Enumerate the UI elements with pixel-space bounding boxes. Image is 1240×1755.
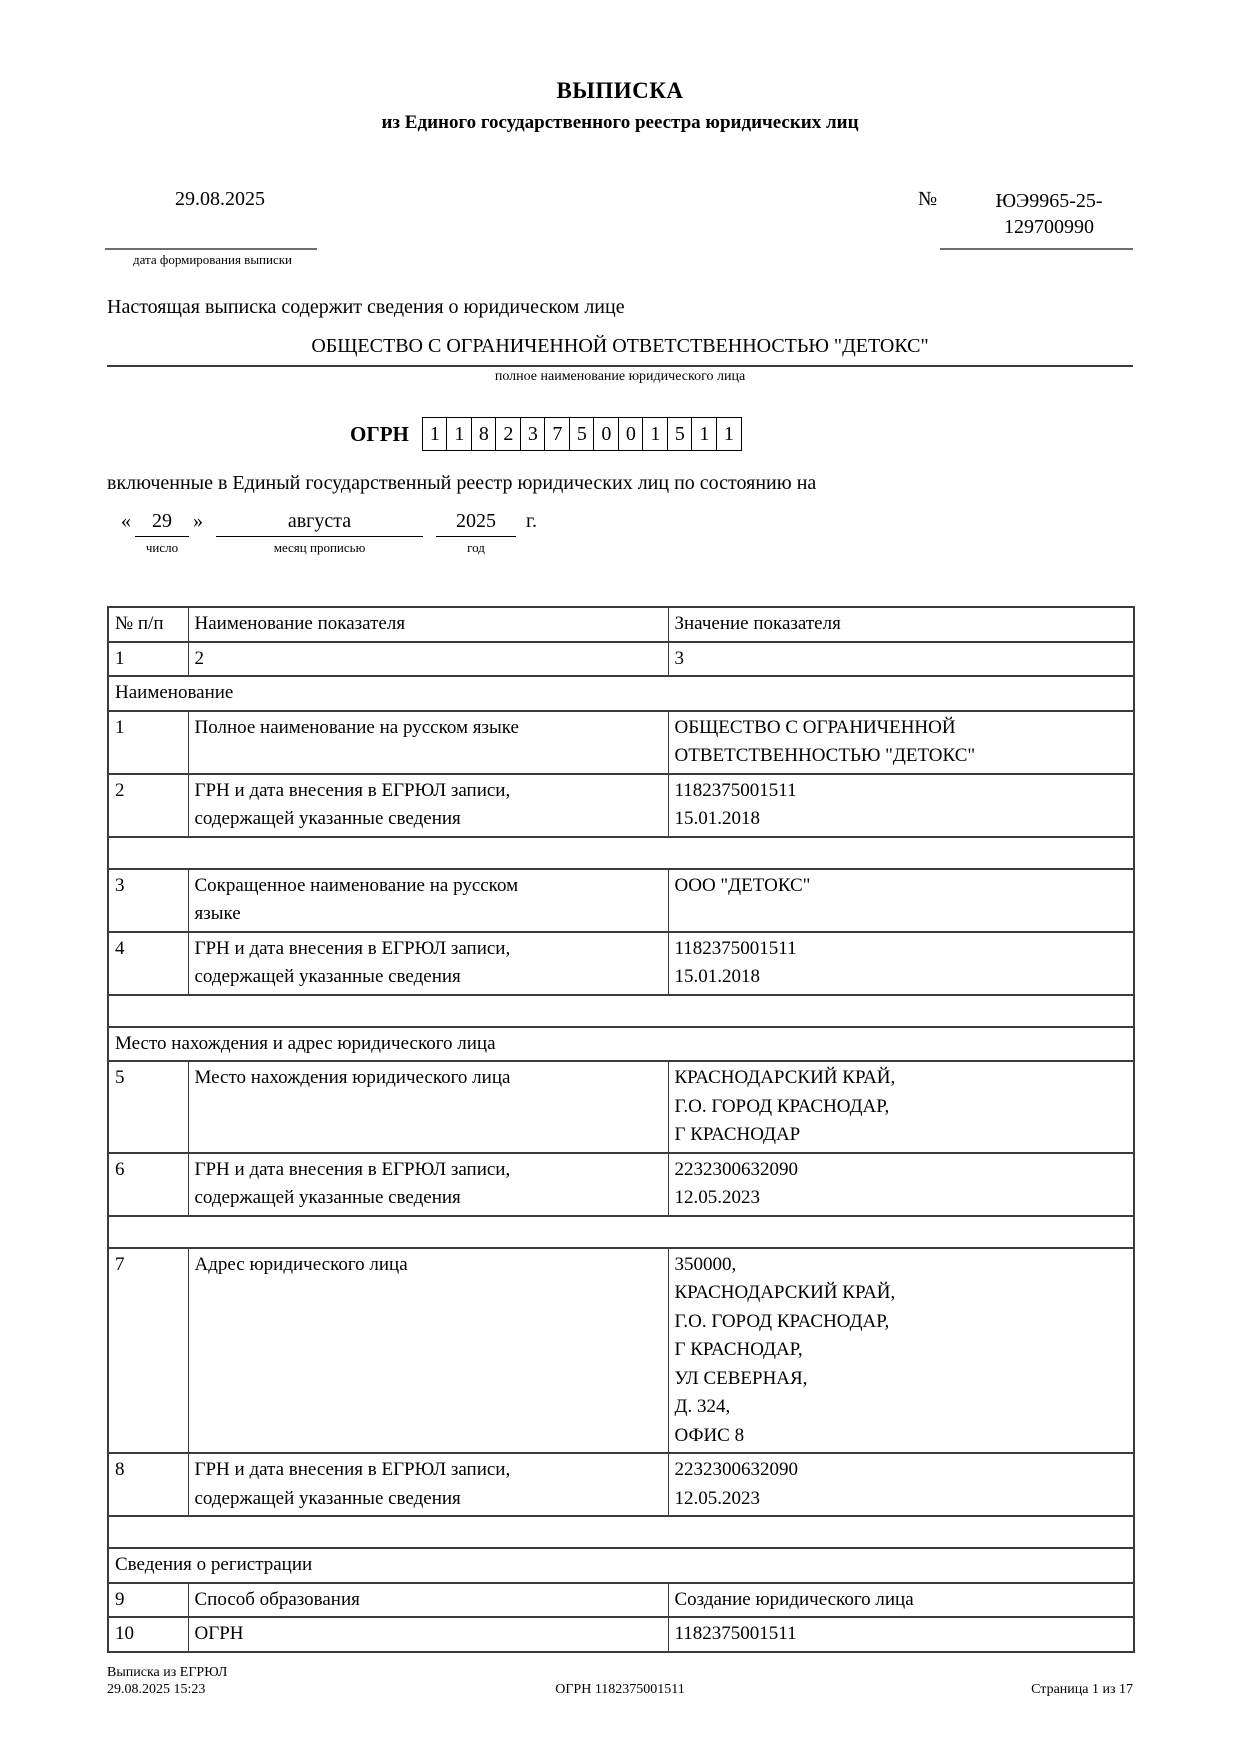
indicator-name-cell <box>188 1248 668 1454</box>
header-cell-value: Значение показателя <box>668 607 1134 642</box>
column-number-3: 3 <box>668 642 1134 677</box>
document-number-sign: № <box>918 188 938 210</box>
formation-date: 29.08.2025 <box>175 188 265 210</box>
ogrn-digit-cell: 1 <box>691 417 717 451</box>
table-section-row <box>108 1548 1134 1583</box>
text-line: содержащей указанные сведения <box>194 808 461 829</box>
table-spacer-row <box>108 995 1134 1027</box>
text-line: УЛ СЕВЕРНАЯ, <box>674 1367 808 1389</box>
text-line: Создание юридического лица <box>674 1588 914 1610</box>
ogrn-digit-cell: 1 <box>422 417 448 451</box>
text-line: ОБЩЕСТВО С ОГРАНИЧЕННОЙ <box>674 716 956 738</box>
text-line: Г КРАСНОДАР, <box>674 1339 803 1360</box>
indicator-value-cell <box>668 1248 1134 1454</box>
document-number <box>965 188 1133 240</box>
table-row <box>108 1061 1134 1153</box>
header-cell-number: № п/п <box>108 607 188 642</box>
table-row <box>108 711 1134 774</box>
ogrn-digit-cell: 8 <box>471 417 497 451</box>
text-line: 2232300632090 <box>674 1158 798 1180</box>
formation-date-underline <box>105 248 317 250</box>
ogrn-digit-cell: 1 <box>716 417 742 451</box>
year-field <box>436 508 516 556</box>
table-spacer-row <box>108 1516 1134 1548</box>
row-number-cell: 1 <box>108 711 188 774</box>
indicator-value-cell <box>668 1617 1134 1652</box>
table-header-row <box>108 607 1134 642</box>
text-line: языке <box>194 903 241 924</box>
text-line: Адрес юридического лица <box>194 1253 408 1275</box>
text-line: 1182375001511 <box>674 779 797 801</box>
text-line: Полное наименование на русском языке <box>194 716 519 738</box>
text-line: содержащей указанные сведения <box>194 1487 461 1509</box>
row-number-cell: 2 <box>108 774 188 837</box>
footer-ogrn: ОГРН 1182375001511 <box>555 1682 685 1697</box>
indicator-name-cell <box>188 711 668 774</box>
text-line: 12.05.2023 <box>674 1487 760 1509</box>
text-line: КРАСНОДАРСКИЙ КРАЙ, <box>674 1282 896 1303</box>
ogrn-digit-cell: 2 <box>495 417 521 451</box>
table-spacer-row <box>108 837 1134 869</box>
text-line: 2232300632090 <box>674 1459 798 1480</box>
indicator-name-cell <box>188 869 668 932</box>
table-row <box>108 1583 1134 1618</box>
column-number-row <box>108 642 1134 677</box>
text-line: содержащей указанные сведения <box>194 966 461 987</box>
text-line: ОФИС 8 <box>674 1424 745 1446</box>
row-number-cell: 7 <box>108 1248 188 1454</box>
table-row <box>108 1453 1134 1516</box>
table-section-row <box>108 1027 1134 1062</box>
company-name: ОБЩЕСТВО С ОГРАНИЧЕННОЙ ОТВЕТСТВЕННОСТЬЮ "ДЕТОКС" <box>311 335 929 357</box>
ogrn-digit-cell: 7 <box>544 417 570 451</box>
page-title: ВЫПИСКА <box>556 78 684 103</box>
text-line: ГРН и дата внесения в ЕГРЮЛ записи, <box>194 1459 511 1480</box>
section-title: Место нахождения и адрес юридического лица <box>108 1027 1134 1062</box>
page-footer <box>107 1664 1133 1698</box>
close-quote: » <box>193 510 203 532</box>
text-line: 15.01.2018 <box>674 966 760 987</box>
indicator-name-cell <box>188 1061 668 1153</box>
ogrn-digit-cell: 1 <box>642 417 668 451</box>
table-row <box>108 932 1134 995</box>
header-cell-indicator: Наименование показателя <box>188 607 668 642</box>
indicator-value-cell <box>668 711 1134 774</box>
text-line: 15.01.2018 <box>674 808 760 829</box>
row-number-cell: 8 <box>108 1453 188 1516</box>
row-number-cell: 10 <box>108 1617 188 1652</box>
text-line: 350000, <box>674 1253 737 1275</box>
text-line: содержащей указанные сведения <box>194 1187 461 1208</box>
text-line: 1182375001511 <box>674 1623 797 1644</box>
spacer-cell <box>108 995 1134 1027</box>
text-line: 1182375001511 <box>674 937 797 959</box>
text-line: Г КРАСНОДАР <box>674 1124 801 1145</box>
text-line: ГРН и дата внесения в ЕГРЮЛ записи, <box>194 937 511 959</box>
spacer-cell <box>108 1516 1134 1548</box>
spacer-cell <box>108 837 1134 869</box>
section-title: Наименование <box>108 676 1134 711</box>
text-line: Сокращенное наименование на русском <box>194 874 519 896</box>
text-line: Способ образования <box>194 1588 360 1610</box>
month-field <box>216 508 423 556</box>
formation-date-caption: дата формирования выписки <box>132 252 293 267</box>
included-text: включенные в Единый государственный реестр юридических лиц по состоянию на <box>107 472 817 494</box>
text-line: Д. 324, <box>674 1396 731 1417</box>
spacer-cell <box>108 1216 1134 1248</box>
ogrn-digit-cell: 1 <box>446 417 472 451</box>
table-spacer-row <box>108 1216 1134 1248</box>
row-number-cell: 3 <box>108 869 188 932</box>
document-number-line2: 129700990 <box>1004 216 1094 238</box>
text-line: ГРН и дата внесения в ЕГРЮЛ записи, <box>194 1158 511 1180</box>
month-caption: месяц прописью <box>273 540 366 555</box>
section-title: Сведения о регистрации <box>108 1548 1134 1583</box>
year-value: 2025 <box>436 508 516 537</box>
indicator-value-cell <box>668 1453 1134 1516</box>
open-quote: « <box>121 510 131 532</box>
ogrn-digit-cell: 3 <box>520 417 546 451</box>
company-name-underline <box>107 365 1133 367</box>
ogrn-digit-cell: 0 <box>618 417 644 451</box>
document-number-underline <box>940 248 1133 250</box>
day-field <box>135 508 189 556</box>
ogrn-digit-cell: 5 <box>569 417 595 451</box>
company-name-caption: полное наименование юридического лица <box>494 369 746 384</box>
day-value: 29 <box>135 508 189 537</box>
footer-datetime: 29.08.2025 15:23 <box>107 1682 206 1697</box>
table-row <box>108 1617 1134 1652</box>
as-of-date-line <box>107 508 1133 556</box>
month-value: августа <box>216 508 423 537</box>
text-line: ОГРН <box>194 1623 244 1644</box>
text-line: ОТВЕТСТВЕННОСТЬЮ "ДЕТОКС" <box>674 745 976 766</box>
table-row <box>108 1248 1134 1454</box>
year-caption: год <box>467 540 485 555</box>
text-line: 12.05.2023 <box>674 1187 760 1208</box>
indicator-name-cell <box>188 774 668 837</box>
ogrn-row <box>107 417 1133 451</box>
ogrn-digit-cell: 0 <box>593 417 619 451</box>
registry-table-body <box>108 676 1134 1652</box>
text-line: ГРН и дата внесения в ЕГРЮЛ записи, <box>194 779 511 801</box>
table-row <box>108 869 1134 932</box>
text-line: Г.О. ГОРОД КРАСНОДАР, <box>674 1095 890 1117</box>
row-number-cell: 5 <box>108 1061 188 1153</box>
column-number-1: 1 <box>108 642 188 677</box>
header-meta <box>107 176 1133 288</box>
page-subtitle: из Единого государственного реестра юридических лиц <box>381 112 859 133</box>
year-suffix: г. <box>526 510 537 532</box>
indicator-name-cell <box>188 1153 668 1216</box>
indicator-name-cell <box>188 1617 668 1652</box>
footer-doc-type: Выписка из ЕГРЮЛ <box>107 1665 228 1680</box>
ogrn-digit-boxes <box>422 417 741 451</box>
indicator-value-cell <box>668 1153 1134 1216</box>
row-number-cell: 4 <box>108 932 188 995</box>
indicator-value-cell <box>668 1583 1134 1618</box>
indicator-name-cell <box>188 932 668 995</box>
table-row <box>108 1153 1134 1216</box>
ogrn-label: ОГРН <box>350 421 409 446</box>
document-number-line1: ЮЭ9965-25- <box>995 190 1103 212</box>
row-number-cell: 9 <box>108 1583 188 1618</box>
day-caption: число <box>145 540 179 555</box>
indicator-value-cell <box>668 869 1134 932</box>
indicator-name-cell <box>188 1453 668 1516</box>
row-number-cell: 6 <box>108 1153 188 1216</box>
text-line: КРАСНОДАРСКИЙ КРАЙ, <box>674 1067 896 1088</box>
text-line: Г.О. ГОРОД КРАСНОДАР, <box>674 1310 890 1332</box>
lead-text: Настоящая выписка содержит сведения о юридическом лице <box>107 296 625 318</box>
text-line: Место нахождения юридического лица <box>194 1067 511 1088</box>
indicator-value-cell <box>668 1061 1134 1153</box>
indicator-value-cell <box>668 932 1134 995</box>
indicator-value-cell <box>668 774 1134 837</box>
registry-table <box>107 606 1135 1653</box>
table-row <box>108 774 1134 837</box>
indicator-name-cell <box>188 1583 668 1618</box>
ogrn-digit-cell: 5 <box>667 417 693 451</box>
column-number-2: 2 <box>188 642 668 677</box>
footer-page-number: Страница 1 из 17 <box>1031 1682 1133 1697</box>
table-section-row <box>108 676 1134 711</box>
text-line: ООО "ДЕТОКС" <box>674 874 811 896</box>
